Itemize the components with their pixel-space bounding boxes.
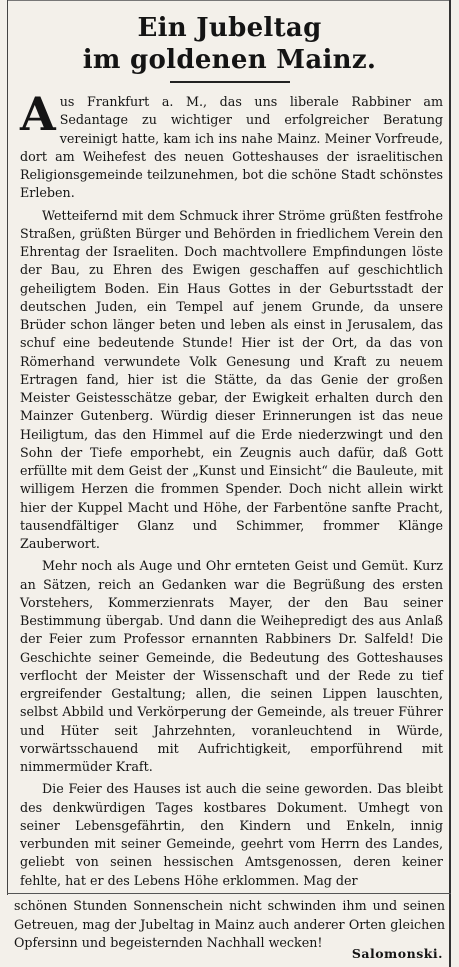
column-separator <box>7 893 451 894</box>
article-body <box>0 87 459 890</box>
top-rule <box>7 0 451 1</box>
paragraph-1 <box>20 87 443 203</box>
title-line-2: im goldenen Mainz. <box>82 45 377 75</box>
paragraph-2: Wetteifernd mit dem Schmuck ihrer Ströme grüßten festfrohe Straßen, grüßten Bürger und Behörden in friedlichem Verein den Ehrentag der Israeliten. Doch machtvollere Empfindungen löste der Bau, zu Ehren des Ewigen geschaffen auf geschichtlich geheiligtem Boden. Ein Haus Gottes in der Geburtsstadt der deutschen Juden, ein Tempel auf jenem Grunde, da unsere Brüder schon länger beten und leben als einst in Jerusalem, das schuf eine bedeutende Stunde! Hier ist der Ort, da das von Römerhand verwundete Volk Genesung und Kraft zu neuem Ertragen fand, hier ist die Stätte, da das Genie der großen Meister Geistesschätze gebar, der Ewigkeit erhalten durch den Mainzer Gutenberg. Würdig dieser Erinnerungen ist das neue Heiligtum, das den Himmel auf die Erde niederzwingt und den Sohn der Tiefe emporhebt, ein Zeugnis auch dafür, daß Gott erfüllte mit dem Geist der „Kunst und Einsicht“ die Bauleute, mit willigem Herzen die frommen Spender. Doch nicht allein wirkt hier der Kuppel Macht und Höhe, der Farbentöne sanfte Pracht, tausendfältiger Glanz und Schimmer, frommer Klänge Zauberwort. <box>20 207 443 551</box>
paragraph-4: Die Feier des Hauses ist auch die seine geworden. Das bleibt des denkwürdigen Tages kostbares Dokument. Umhegt von seiner Lebensgefährtin, den Kindern und Enkeln, innig verbunden mit seiner Gemeinde, geehrt vom Herrn des Landes, geliebt von seinen hessischen Amtsgenossen, deren keiner fehlte, hat er des Lebens Höhe erklommen. Mag der <box>20 781 443 888</box>
title-underline <box>170 81 290 83</box>
title-line-1: Ein Jubeltag <box>137 13 322 43</box>
drop-cap: A <box>20 87 56 141</box>
paragraph-3: Mehr noch als Auge und Ohr ernteten Geist und Gemüt. Kurz an Sätzen, reich an Gedanken war die Begrüßung des ersten Vorstehers, Kommerzienrats Mayer, der den Bau seiner Bestimmung übergab. Und dann die Weihepredigt des aus Anlaß der Feier zum Professor ernannten Rabbiners Dr. Salfeld! Die Geschichte seiner Gemeinde, die Bedeutung des Gotteshauses verflocht der Meister der Wissenschaft und der Rede zu tief ergreifender Gestaltung; allen, die seinen Lippen lauschten, selbst Abbild und Verkörperung der Gemeinde, als treuer Führer und Hüter seit Jahrzehnten, voranleuchtend in Würde, vorwärtsschauend mit Aufrichtigkeit, emporführend mit nimmermüder Kraft. <box>20 558 443 774</box>
author-signature: Salomonski. <box>351 946 443 961</box>
paragraph-1-text: us Frankfurt a. M., das uns liberale Rabbiner am Sedantage zu wichtiger und erfolgreicher Beratung vereinigt hatte, kam ich ins nahe Mainz. Meiner Vorfreude, dort am Weihefest des neuen Gotteshauses der israelitischen Religionsgemeinde teilzunehmen, bot die schöne Stadt schönstes Erleben. <box>20 94 443 201</box>
article-title <box>0 0 459 76</box>
article-tail: schönen Stunden Sonnenschein nicht schwinden ihm und seinen Getreuen, mag der Jubeltag in Mainz auch anderer Orten gleichen Opfersinn und begeisternden Nachhall wecken! <box>14 898 445 950</box>
